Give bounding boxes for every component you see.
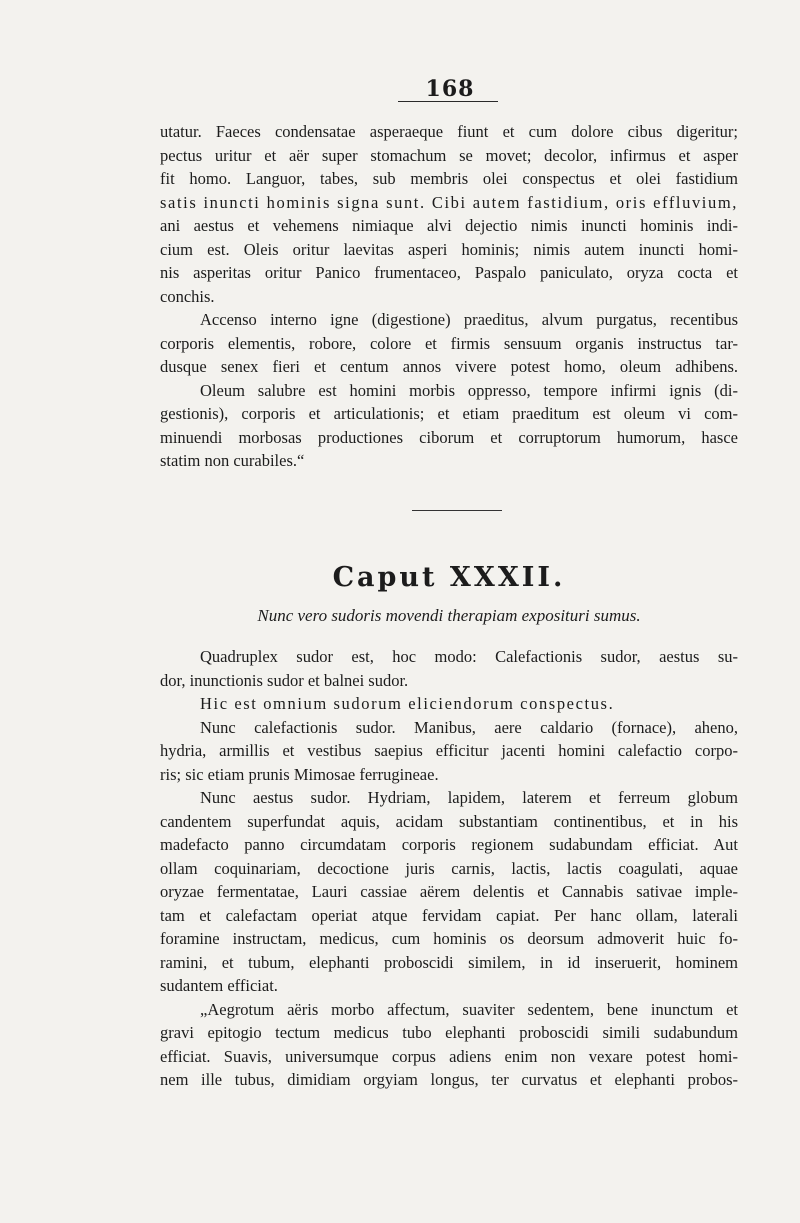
text-line: Hic est omnium sudorum eliciendorum conspectus. <box>200 694 615 713</box>
chapter-title: Caput XXXII. <box>332 562 566 593</box>
text-line: oryzae fermentatae, Lauri cassiae aërem delentis et Cannabis sativae imple- <box>160 882 738 901</box>
text-line: foramine instructam, medicus, cum hominis os deorsum admoverit huic fo- <box>160 929 738 948</box>
text-line: cium est. Oleis oritur laevitas asperi hominis; nimis autem inuncti homi- <box>160 239 738 259</box>
section-divider <box>412 510 502 511</box>
text-block-bottom <box>160 645 738 1092</box>
text-line: Accenso interno igne (digestione) praeditus, alvum purgatus, recentibus <box>200 310 738 329</box>
text-line: fit homo. Languor, tabes, sub membris olei conspectus et olei fastidium <box>160 169 738 188</box>
text-line: pectus uritur et aër super stomachum se movet; decolor, infirmus et asper <box>160 145 738 165</box>
text-line: minuendi morbosas productiones ciborum et corruptorum humorum, hasce <box>160 427 738 447</box>
text-line: utatur. Faeces condensatae asperaeque fiunt et cum dolore cibus digeritur; <box>160 122 738 141</box>
text-line: corporis elementis, robore, colore et firmis sensuum organis instructus tar- <box>160 333 738 353</box>
text-block-top <box>160 120 738 473</box>
text-line: Oleum salubre est homini morbis oppresso, tempore infirmi ignis (di- <box>200 380 738 400</box>
text-line: hydria, armillis et vestibus saepius efficitur jacenti homini calefactio corpo- <box>160 741 738 760</box>
text-line: candentem superfundat aquis, acidam substantiam continentibus, et in his <box>160 811 738 831</box>
text-line: ris; sic etiam prunis Mimosae ferrugineae. <box>160 764 439 784</box>
text-line: madefacto panno circumdatam corporis regionem sudabundam efficiat. Aut <box>160 835 738 854</box>
text-line: nem ille tubus, dimidiam orgyiam longus, ter curvatus et elephanti probos- <box>160 1070 738 1089</box>
text-line: tam et calefactam operiat atque fervidam capiat. Per hanc ollam, laterali <box>160 905 738 925</box>
text-line: efficiat. Suavis, universumque corpus adiens enim non vexare potest homi- <box>160 1046 738 1066</box>
text-line: dusque senex fieri et centum annos vivere potest homo, oleum adhibens. <box>160 357 738 376</box>
header-rule <box>398 101 498 102</box>
page-number: 168 <box>425 76 475 102</box>
text-line: „Aegrotum aëris morbo affectum, suaviter sedentem, bene inunctum et <box>200 999 738 1019</box>
text-line: nis asperitas oritur Panico frumentaceo, Paspalo paniculato, oryza cocta et <box>160 263 738 282</box>
text-line: statim non curabiles.“ <box>160 451 305 470</box>
text-line: Nunc calefactionis sudor. Manibus, aere caldario (fornace), aheno, <box>200 717 738 737</box>
text-line: satis inuncti hominis signa sunt. Cibi autem fastidium, oris effluvium, <box>160 192 738 212</box>
text-line: Quadruplex sudor est, hoc modo: Calefactionis sudor, aestus su- <box>200 647 738 666</box>
text-line: conchis. <box>160 286 215 306</box>
text-line: ollam coquinariam, decoctione juris carnis, lactis, lactis coagulati, aquae <box>160 858 738 878</box>
text-line: gravi epitogio tectum medicus tubo elephanti proboscidi simili sudabundum <box>160 1023 738 1042</box>
text-line: gestionis), corporis et articulationis; et etiam praeditum est oleum vi com- <box>160 404 738 423</box>
text-line: ramini, et tubum, elephanti proboscidi similem, in id inseruerit, hominem <box>160 952 738 972</box>
text-line: sudantem efficiat. <box>160 976 278 995</box>
text-line: Nunc aestus sudor. Hydriam, lapidem, laterem et ferreum globum <box>200 788 738 807</box>
chapter-subtitle: Nunc vero sudoris movendi therapiam exposituri sumus. <box>257 606 641 625</box>
text-line: dor, inunctionis sudor et balnei sudor. <box>160 670 409 690</box>
text-line: ani aestus et vehemens nimiaque alvi dejectio nimis inuncti hominis indi- <box>160 216 738 235</box>
